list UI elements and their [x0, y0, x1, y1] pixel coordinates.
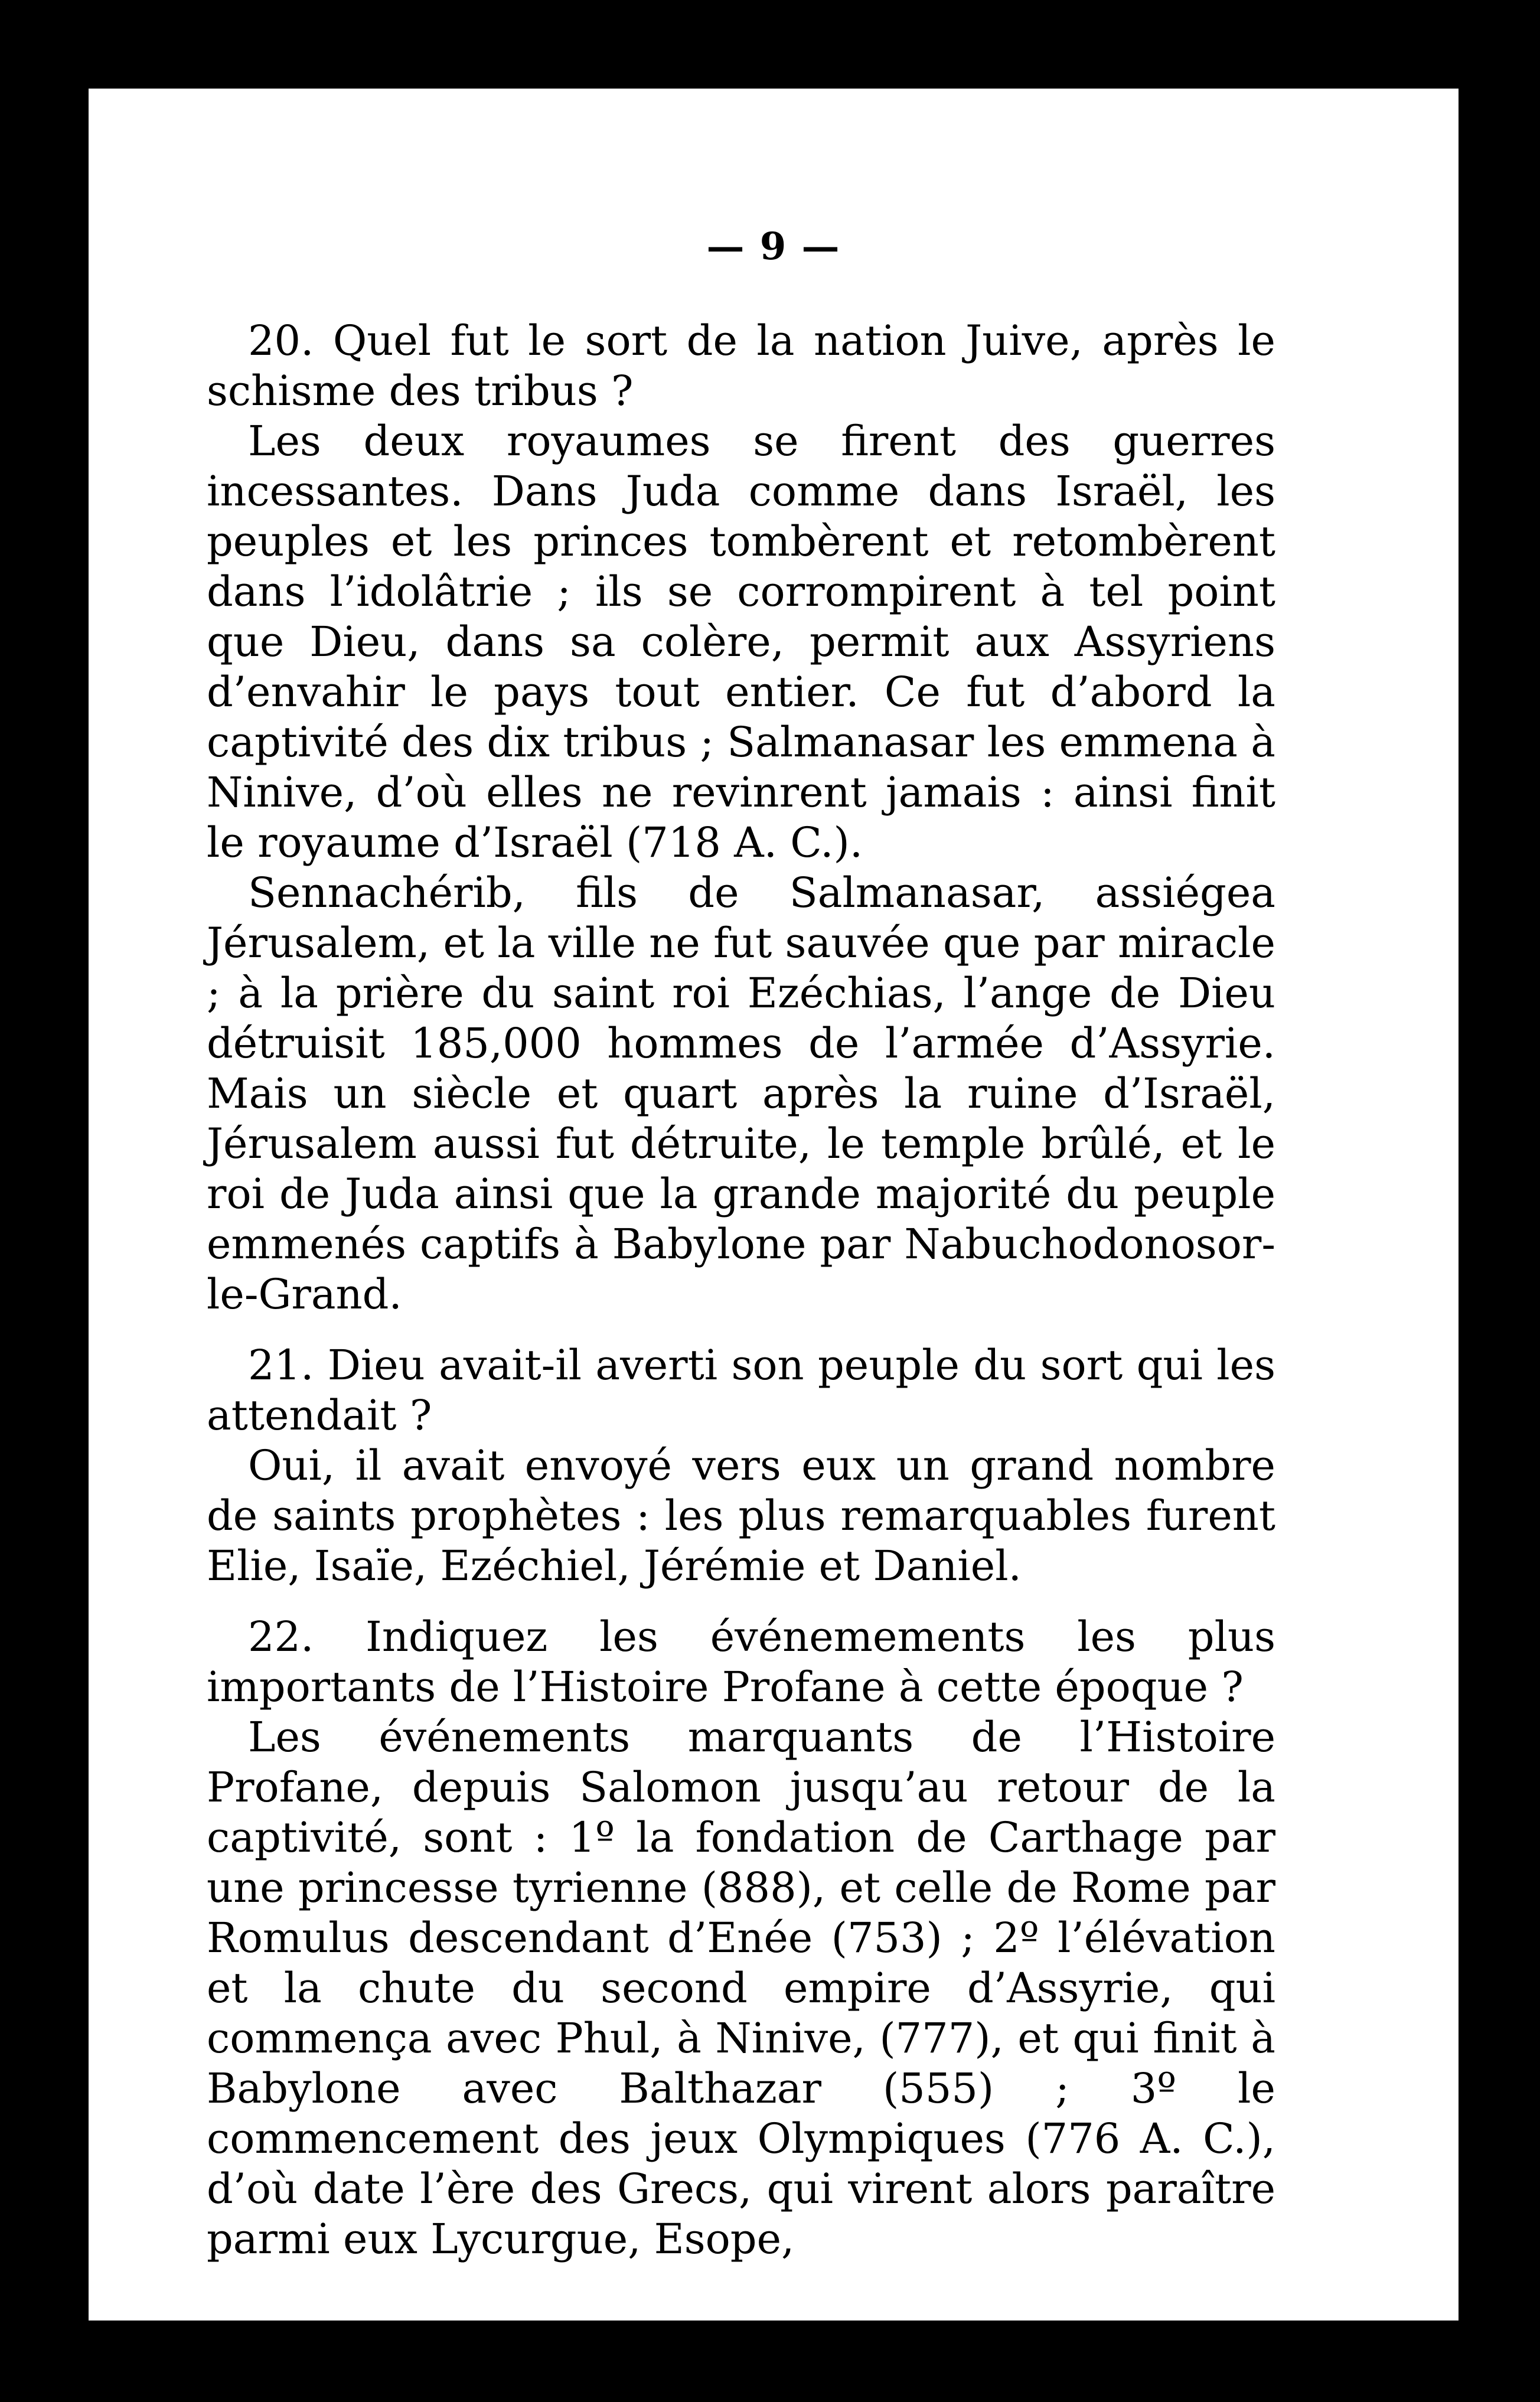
answer-20-part-1: Les deux royaumes se firent des guerres incessantes. Dans Juda comme dans Israël, les peuples et les princes tombèrent et retombèrent dans l’idolâtrie ; ils se corrompirent à tel point que Dieu, dans sa colère, permit aux Assyriens d’envahir le pays tout entier. Ce fut d’abord la captivité des dix tribus ; Salmanasar les emmena à Ninive, d’où elles ne revinrent jamais : ainsi finit le royaume d’Israël (718 A. C.). [207, 417, 1275, 867]
question-20: 20. Quel fut le sort de la nation Juive, après le schisme des tribus ? [207, 316, 1275, 415]
answer-22: Les événements marquants de l’Histoire Profane, depuis Salomon jusqu’au retour de la captivité, sont : 1º la fondation de Carthage par une princesse tyrienne (888), et celle de Rome par Romulus descendant d’Enée (753) ; 2º l’élévation et la chute du second empire d’Assyrie, qui commença avec Phul, à Ninive, (777), et qui finit à Babylone avec Balthazar (555) ; 3º le commencement des jeux Olympiques (776 A. C.), d’où date l’ère des Grecs, qui virent alors paraître parmi eux Lycurgue, Esope, [207, 1713, 1275, 2263]
book-page [89, 89, 1459, 2321]
question-21: 21. Dieu avait-il averti son peuple du sort qui les attendait ? [207, 1341, 1275, 1440]
question-22: 22. Indiquez les événemements les plus importants de l’Histoire Profane à cette époque ? [207, 1613, 1275, 1711]
answer-20-part-2: Sennachérib, fils de Salmanasar, assiégea Jérusalem, et la ville ne fut sauvée que par miracle ; à la prière du saint roi Ezéchias, l’ange de Dieu détruisit 185,000 hommes de l’armée d’Assyrie. Mais un siècle et quart après la ruine d’Israël, Jérusalem aussi fut détruite, le temple brûlé, et le roi de Juda ainsi que la grande majorité du peuple emmenés captifs à Babylone par Nabuchodonosor-le-Grand. [207, 869, 1275, 1319]
answer-21: Oui, il avait envoyé vers eux un grand nombre de saints prophètes : les plus remarquables furent Elie, Isaïe, Ezéchiel, Jérémie et Daniel. [207, 1441, 1275, 1590]
page-text [207, 316, 1275, 2264]
page-number: — 9 — [706, 224, 841, 269]
